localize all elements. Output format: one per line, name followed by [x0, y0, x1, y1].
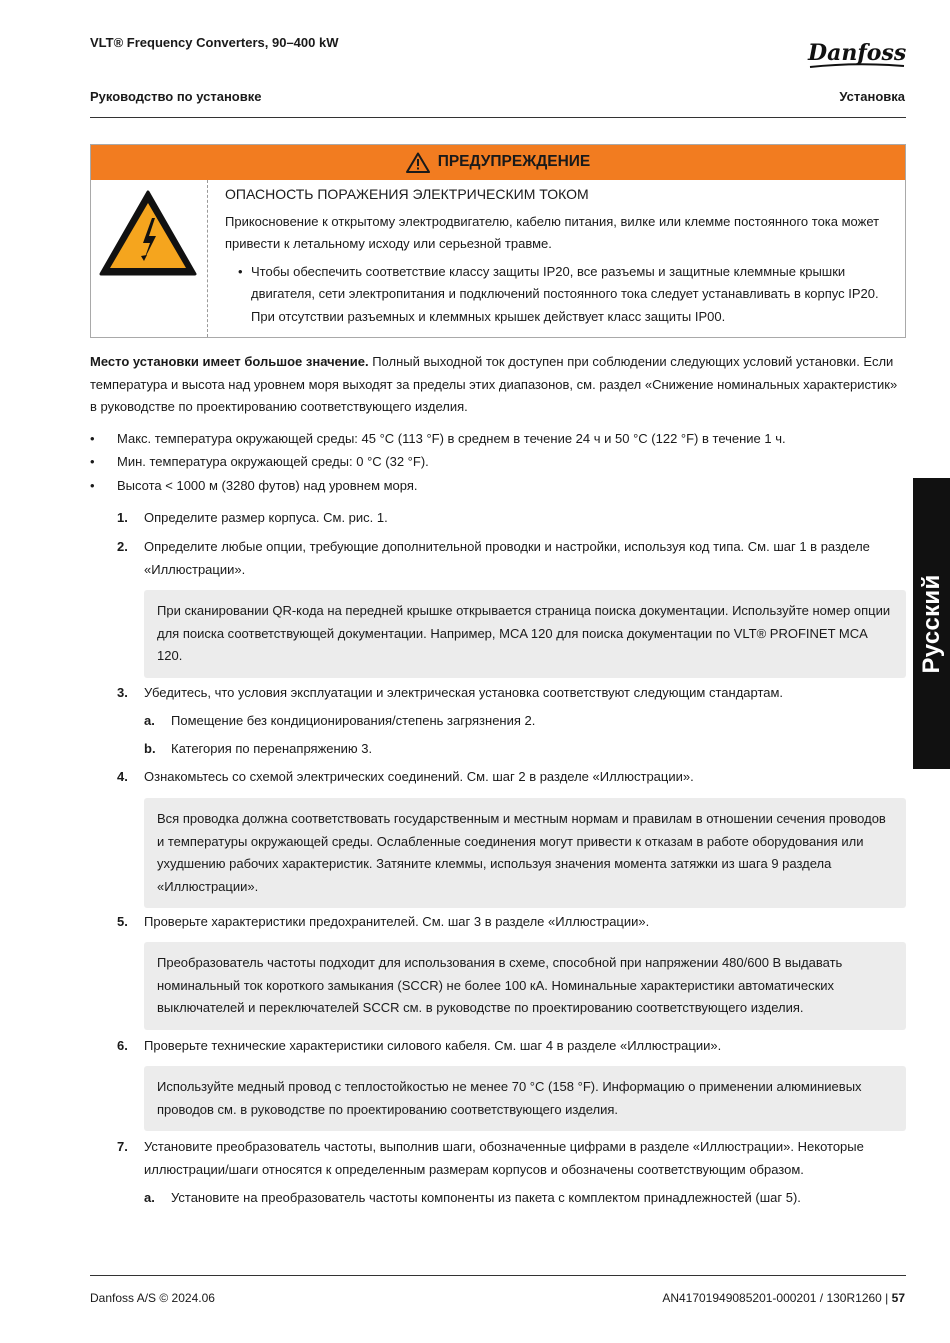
step-text: Ознакомьтесь со схемой электрических соединений. См. шаг 2 в разделе «Иллюстрации». [144, 769, 694, 784]
footer-doc-info: AN41701949085201-000201 / 130R1260 | 57 [662, 1291, 905, 1305]
step-1 [117, 507, 907, 530]
step-number: 7. [117, 1139, 128, 1154]
footer-divider [90, 1275, 906, 1276]
language-tab-label: Русский [917, 573, 945, 674]
note-box [144, 942, 906, 1030]
step-text: Проверьте технические характеристики силового кабеля. См. шаг 4 в разделе «Иллюстрации». [144, 1038, 722, 1053]
warning-bullet [225, 261, 891, 329]
note-text: Преобразователь частоты подходит для использования в схеме, способной при напряжении 480/600 В выдавать номинальный ток короткого замыкания (SCCR) не более 100 кА. Номинальные характеристики автоматических выключателей и переключателей SCCR см. в руководстве по проектированию соответствующего изделия. [157, 955, 843, 1015]
substep-letter: a. [144, 1190, 155, 1205]
warning-bullet-text: Чтобы обеспечить соответствие классу защиты IP20, все разъемы и защитные клеммные крышки двигателя, сети электропитания и подключений постоянного тока следует устанавливать в корпус IP20. При отсутствии разъемных и клеммных крышек действует класс защиты IP00. [251, 263, 879, 324]
warning-label: ПРЕДУПРЕЖДЕНИЕ [437, 153, 591, 171]
footer-doc-id: AN41701949085201-000201 / 130R1260 [662, 1291, 882, 1305]
hazard-title: ОПАСНОСТЬ ПОРАЖЕНИЯ ЭЛЕКТРИЧЕСКИМ ТОКОМ [225, 186, 589, 202]
step-number: 4. [117, 769, 128, 784]
substep-a [144, 710, 906, 733]
step-7 [117, 1136, 907, 1181]
substep-text: Установите на преобразователь частоты компоненты из пакета с комплектом принадлежностей (шаг 5). [171, 1190, 801, 1205]
document-product-title: VLT® Frequency Converters, 90–400 kW [90, 35, 339, 50]
list-item-text: Макс. температура окружающей среды: 45 °C (113 °F) в среднем в течение 24 ч и 50 °C (122 °F) в течение 1 ч. [117, 431, 786, 446]
note-text: Вся проводка должна соответствовать государственным и местным нормам и правилам в отношении сечения проводов и температуры окружающей среды. Ослабленные соединения могут привести к отказам в работе оборудования или ухудшению рабочих характеристик. Затяните клеммы, используя значения момента затяжки из шага 9 раздела «Иллюстрации». [157, 811, 886, 894]
note-text: При сканировании QR-кода на передней крышке открывается страница поиска документации. Используйте номер опции для поиска соответствующей документации. Например, MCA 120 для поиска документации по VLT® PROFINET MCA 120. [157, 603, 891, 663]
note-box [144, 1066, 906, 1131]
bullet-icon: • [238, 263, 243, 279]
step-number: 3. [117, 685, 128, 700]
list-item [90, 428, 906, 451]
step-number: 5. [117, 914, 128, 929]
guide-title: Руководство по установке [90, 89, 262, 104]
substep-text: Помещение без кондиционирования/степень загрязнения 2. [171, 713, 536, 728]
header-divider [90, 117, 906, 118]
step-number: 6. [117, 1038, 128, 1053]
page-number: 57 [891, 1291, 905, 1305]
step-3 [117, 682, 907, 705]
step-2 [117, 536, 907, 581]
step-text: Установите преобразователь частоты, выполнив шаги, обозначенные цифрами в разделе «Иллюстрации». Некоторые иллюстрации/шаги относятся к определенным размерам корпусов и обозначены соответствующим образом. [144, 1139, 864, 1177]
substep-letter: a. [144, 713, 155, 728]
substep-text: Категория по перенапряжению 3. [171, 741, 373, 756]
step-6 [117, 1035, 907, 1058]
intro-paragraph [90, 351, 906, 419]
footer-copyright: Danfoss A/S © 2024.06 [90, 1291, 215, 1305]
step-text: Определите любые опции, требующие дополнительной проводки и настройки, используя код типа. См. шаг 1 в разделе «Иллюстрации». [144, 539, 870, 577]
bullet-icon: • [90, 454, 95, 469]
warning-triangle-icon [406, 152, 430, 173]
section-title: Установка [839, 89, 905, 104]
step-text: Проверьте характеристики предохранителей. См. шаг 3 в разделе «Иллюстрации». [144, 914, 650, 929]
step-number: 2. [117, 539, 128, 554]
danfoss-logo [806, 36, 908, 76]
warning-box [90, 144, 906, 338]
substep-b [144, 738, 906, 761]
svg-text:Danfoss: Danfoss [808, 40, 907, 66]
electric-shock-warning-icon [98, 188, 198, 278]
note-text: Используйте медный провод с теплостойкостью не менее 70 °C (158 °F). Информацию о применении алюминиевых проводов см. в руководстве по проектированию соответствующего изделия. [157, 1079, 862, 1117]
substep-letter: b. [144, 741, 156, 756]
list-item-text: Мин. температура окружающей среды: 0 °C (32 °F). [117, 454, 429, 469]
bullet-icon: • [90, 478, 95, 493]
warning-header [91, 145, 905, 180]
warning-divider [207, 180, 208, 337]
list-item [90, 475, 906, 498]
step-text: Определите размер корпуса. См. рис. 1. [144, 510, 388, 525]
substep-a [144, 1187, 906, 1210]
step-text: Убедитесь, что условия эксплуатации и электрическая установка соответствуют следующим стандартам. [144, 685, 784, 700]
step-4 [117, 766, 907, 789]
note-box [144, 798, 906, 908]
language-tab [913, 478, 950, 769]
bullet-icon: • [90, 431, 95, 446]
intro-bold: Место установки имеет большое значение. [90, 354, 369, 369]
note-box [144, 590, 906, 678]
step-number: 1. [117, 510, 128, 525]
list-item [90, 451, 906, 474]
list-item-text: Высота < 1000 м (3280 футов) над уровнем моря. [117, 478, 418, 493]
warning-text: Прикосновение к открытому электродвигателю, кабелю питания, вилке или клемме постоянного тока может привести к летальному исходу или серьезной травме. [225, 213, 880, 251]
step-5 [117, 911, 907, 934]
intro-text: Полный выходной ток доступен при соблюдении следующих условий установки. Если температура и высота над уровнем моря выходят за пределы этих диапазонов, см. раздел «Снижение номинальных характеристик» в руководстве по проектированию соответствующего изделия. [90, 354, 898, 414]
